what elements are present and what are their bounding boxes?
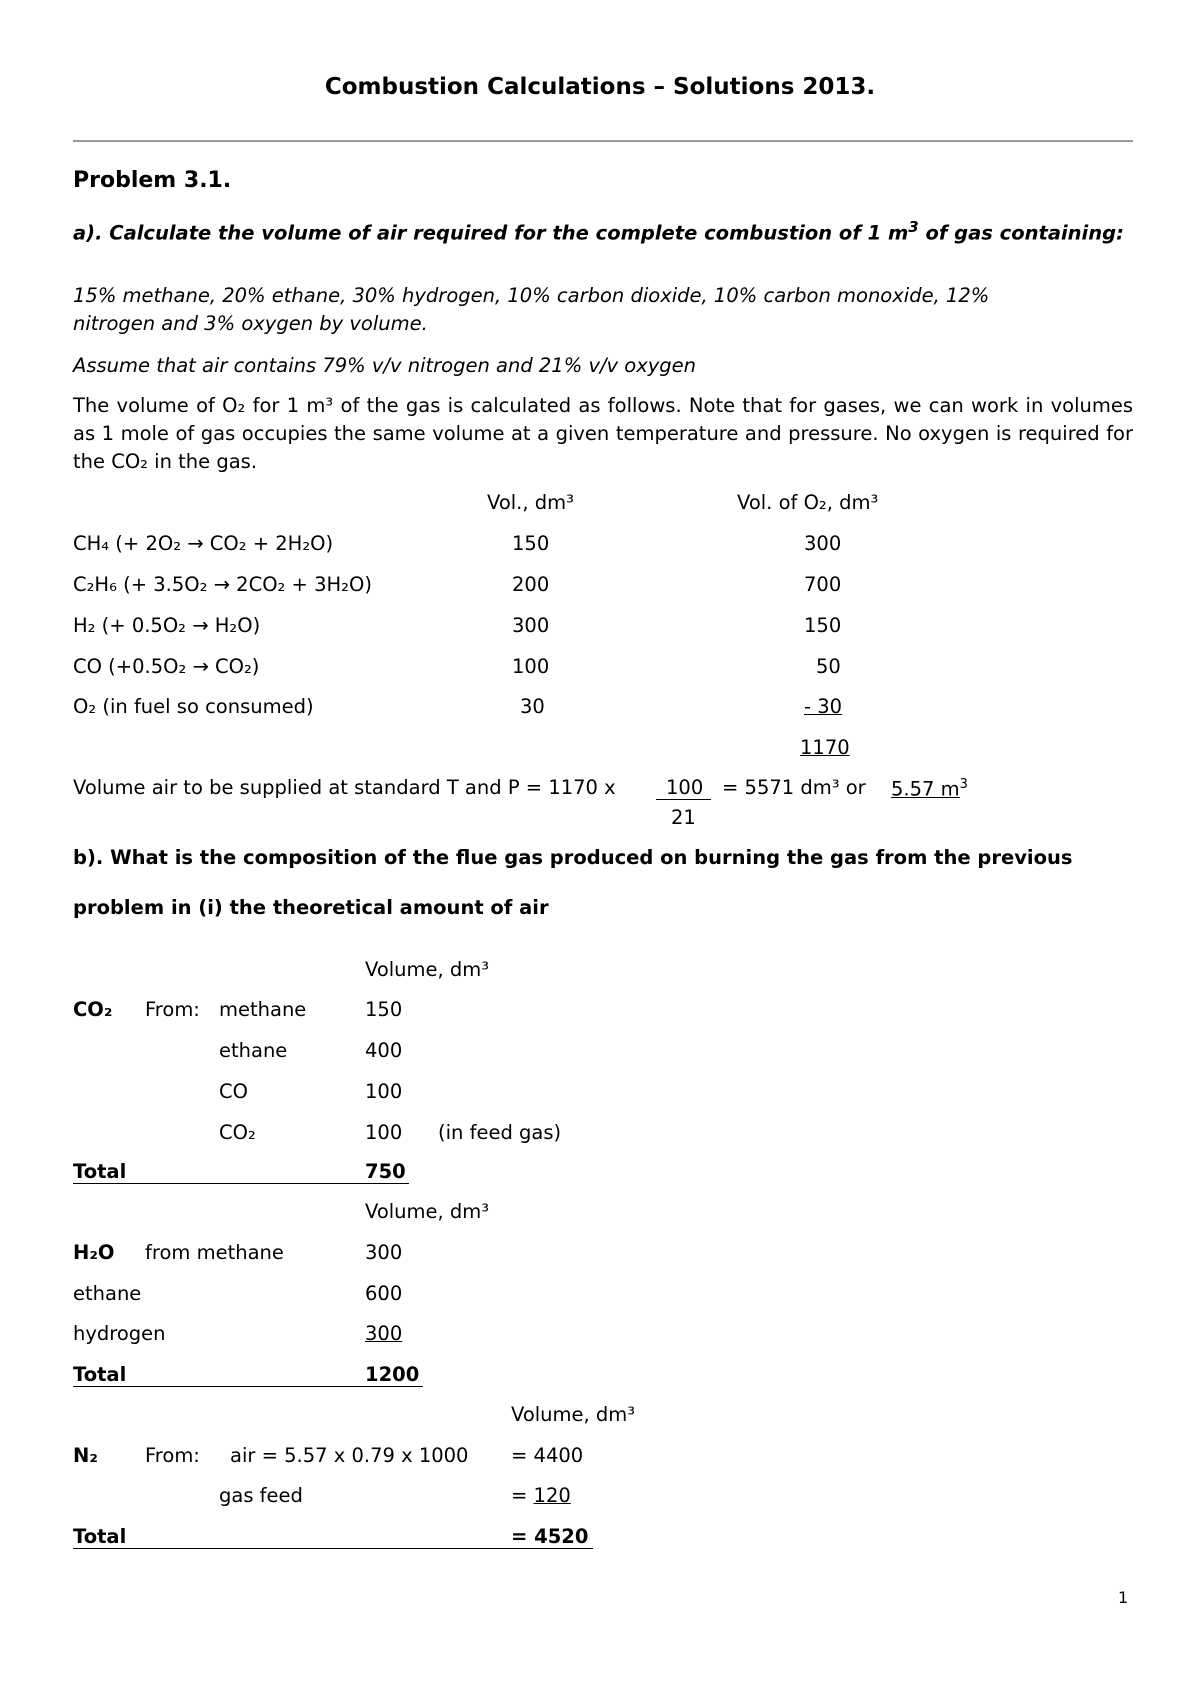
o2-total: 1170	[800, 736, 850, 759]
co2-source: CO	[219, 1080, 248, 1103]
air-fraction-numerator: 100	[666, 776, 704, 799]
h2o-total-label: Total	[73, 1363, 127, 1386]
gas-composition: 15% methane, 20% ethane, 30% hydrogen, 10% carbon dioxide, 10% carbon monoxide, 12% nitrogen and 3% oxygen by volume.	[73, 284, 990, 335]
h2o-total-value: 1200	[365, 1363, 420, 1386]
reaction-row-volume: 300	[512, 614, 550, 637]
reaction-row-label: H₂ (+ 0.5O₂ → H₂O)	[73, 614, 261, 637]
n2-total-label: Total	[73, 1525, 127, 1548]
co2-total-label: Total	[73, 1160, 127, 1183]
co2-value: 100	[365, 1080, 403, 1103]
co2-label: CO₂	[73, 998, 113, 1021]
co2-total-underline	[73, 1183, 409, 1184]
fraction-bar	[656, 799, 711, 800]
n2-total-value: = 4520	[511, 1525, 589, 1548]
h2o-total-underline	[73, 1386, 423, 1387]
n2-air-calculation: air = 5.57 x 0.79 x 1000	[230, 1444, 469, 1467]
reaction-row-o2: 700	[804, 573, 842, 596]
n2-from-label: From:	[145, 1444, 200, 1467]
reaction-row-label: C₂H₆ (+ 3.5O₂ → 2CO₂ + 3H₂O)	[73, 573, 372, 596]
co2-value: 400	[365, 1039, 403, 1062]
problem-heading: Problem 3.1.	[73, 168, 232, 193]
title-divider	[73, 140, 1133, 142]
co2-total-value: 750	[365, 1160, 406, 1183]
n2-total-underline	[73, 1548, 593, 1549]
h2o-value: 300	[365, 1322, 403, 1345]
air-volume-equation: Volume air to be supplied at standard T and P = 1170 x	[73, 776, 616, 799]
column-header-volume: Vol., dm³	[487, 491, 574, 514]
h2o-value: 300	[365, 1241, 403, 1264]
h2o-column-header: Volume, dm³	[365, 1200, 490, 1223]
part-b-question-line2: problem in (i) the theoretical amount of air	[73, 896, 549, 919]
h2o-source: from methane	[145, 1241, 284, 1264]
reaction-row-o2: 50	[816, 655, 841, 678]
h2o-source: hydrogen	[73, 1322, 166, 1345]
co2-value: 150	[365, 998, 403, 1021]
co2-value: 100	[365, 1121, 403, 1144]
co2-from-label: From:	[145, 998, 200, 1021]
h2o-source: ethane	[73, 1282, 142, 1305]
part-b-question-line1: b). What is the composition of the flue gas produced on burning the gas from the previous	[73, 846, 1073, 869]
reaction-row-o2: 150	[804, 614, 842, 637]
co2-source: ethane	[219, 1039, 288, 1062]
reaction-row-label: O₂ (in fuel so consumed)	[73, 695, 314, 718]
reaction-row-volume: 30	[520, 695, 545, 718]
reaction-row-label: CH₄ (+ 2O₂ → CO₂ + 2H₂O)	[73, 532, 334, 555]
co2-source: methane	[219, 998, 307, 1021]
co2-source: CO₂	[219, 1121, 256, 1144]
n2-gas-feed-label: gas feed	[219, 1484, 303, 1507]
air-volume-result: 5.57 $m^3$	[891, 777, 968, 801]
document-title: Combustion Calculations – Solutions 2013.	[324, 74, 876, 100]
n2-air-value: = 4400	[511, 1444, 584, 1467]
reaction-row-volume: 200	[512, 573, 550, 596]
air-assumption: Assume that air contains 79% v/v nitrogen and 21% v/v oxygen	[73, 354, 697, 377]
n2-gas-feed-value: = 120	[511, 1484, 571, 1507]
air-fraction-denominator: 21	[671, 806, 696, 829]
co2-column-header: Volume, dm³	[365, 958, 490, 981]
air-volume-equals: = 5571 dm³ or	[722, 776, 866, 799]
reaction-row-volume: 150	[512, 532, 550, 555]
page-number: 1	[1118, 1588, 1129, 1607]
n2-column-header: Volume, dm³	[511, 1403, 636, 1426]
reaction-row-volume: 100	[512, 655, 550, 678]
h2o-label: H₂O	[73, 1241, 115, 1264]
column-header-o2-volume: Vol. of O₂, dm³	[737, 491, 879, 514]
explanation-paragraph: The volume of O₂ for 1 m³ of the gas is calculated as follows. Note that for gases, we can work in volumes as 1 mole of gas occupies the same volume at a given temperature and pressure. No oxygen is required for the CO₂ in the gas.	[73, 394, 1133, 473]
reaction-row-label: CO (+0.5O₂ → CO₂)	[73, 655, 260, 678]
reaction-row-o2: 300	[804, 532, 842, 555]
reaction-row-o2: - 30	[804, 695, 843, 718]
n2-label: N₂	[73, 1444, 98, 1467]
part-a-question: a). Calculate the volume of air required for the complete combustion of 1 $m^3$ of gas containing:	[73, 218, 1124, 245]
h2o-value: 600	[365, 1282, 403, 1305]
co2-note: (in feed gas)	[438, 1121, 562, 1144]
